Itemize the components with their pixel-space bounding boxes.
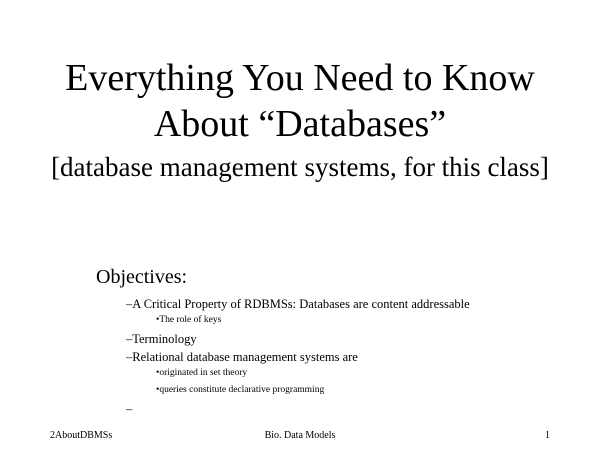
list-item: – [126, 402, 133, 416]
list-item: •queries constitute declarative programming [156, 385, 325, 395]
objectives-heading: Objectives: [96, 266, 188, 288]
list-item: •originated in set theory [156, 368, 248, 378]
list-item: –Terminology [126, 332, 197, 346]
footer-course: Bio. Data Models [264, 430, 336, 441]
footer-page-number: 1 [545, 430, 550, 441]
list-item: –Relational database management systems are [126, 350, 358, 364]
slide-title [0, 55, 600, 183]
list-item: •The role of keys [156, 315, 222, 325]
title-line-2: About “Databases” [153, 103, 447, 145]
list-item: –A Critical Property of RDBMSs: Databases are content addressable [126, 297, 470, 311]
title-line-1: Everything You Need to Know [65, 57, 535, 99]
objectives-list [96, 264, 576, 419]
slide-subtitle: [database management systems, for this class] [51, 152, 549, 182]
footer-filename: 2AboutDBMSs [50, 430, 113, 441]
